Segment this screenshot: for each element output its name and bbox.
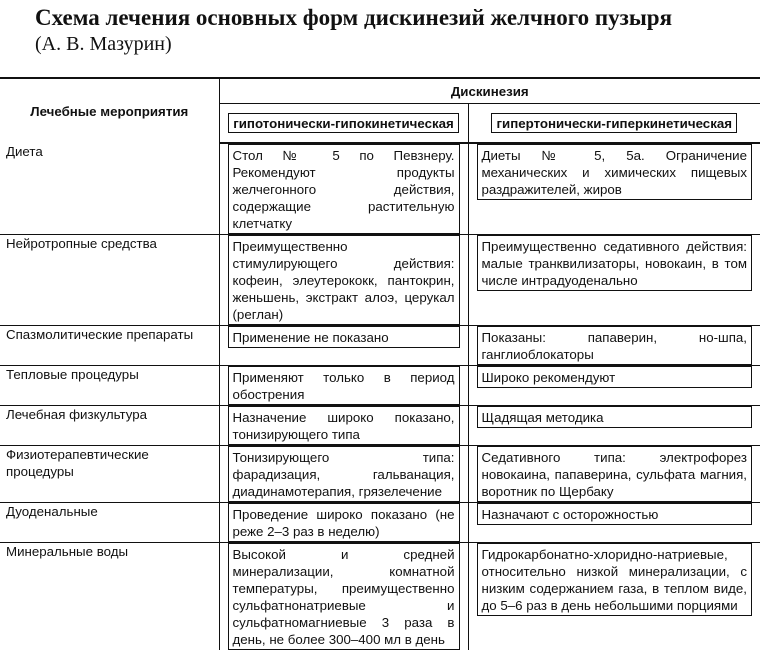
hypo-text: Высокой и средней минерализации, комнатной температуры, преимущественно сульфатнонатриевые и сульфатномагниевые 3 раза в день, не более 300–400 мл в день bbox=[228, 543, 460, 650]
measure-label: Физиотерапевтические процедуры bbox=[6, 446, 213, 480]
measure-cell bbox=[0, 446, 219, 503]
hypo-cell bbox=[219, 326, 468, 366]
hyper-text: Седативного типа: электрофорез новокаина, папаверина, сульфата магния, воротник по Щербаку bbox=[477, 446, 753, 502]
hypo-cell bbox=[219, 366, 468, 406]
hyper-text: Преимущественно седативного действия: малые транквилизаторы, новокаин, в том числе интрадуоденально bbox=[477, 235, 753, 291]
hypo-cell bbox=[219, 543, 468, 650]
hyper-cell bbox=[468, 446, 760, 503]
hyper-header-label: гипертонически-гиперкинетическая bbox=[491, 113, 737, 133]
measures-column-header bbox=[0, 78, 219, 143]
hypo-text: Применение не показано bbox=[228, 326, 460, 348]
author-line: (А. В. Мазурин) bbox=[35, 32, 172, 56]
hyper-cell bbox=[468, 543, 760, 650]
measure-label: Диета bbox=[6, 143, 213, 160]
measure-cell bbox=[0, 503, 219, 543]
hypo-header-label: гипотонически-гипокинетическая bbox=[228, 113, 459, 133]
hyper-cell bbox=[468, 503, 760, 543]
hyper-text: Диеты № 5, 5а. Ограничение механических и химических пищевых раздражителей, жиров bbox=[477, 144, 753, 200]
table-row bbox=[0, 406, 760, 446]
hypo-cell bbox=[219, 446, 468, 503]
hypo-text: Преимущественно стимулирующего действия: кофеин, элеутерококк, пантокрин, женьшень, экстракт алоэ, церукал (реглан) bbox=[228, 235, 460, 325]
table-row bbox=[0, 446, 760, 503]
hyper-cell bbox=[468, 235, 760, 326]
table-row bbox=[0, 503, 760, 543]
measure-label: Спазмолитические препараты bbox=[6, 326, 213, 343]
table-row bbox=[0, 235, 760, 326]
page-title: Схема лечения основных форм дискинезий желчного пузыря bbox=[35, 4, 672, 32]
hypo-cell bbox=[219, 143, 468, 235]
measure-cell bbox=[0, 543, 219, 650]
hypo-text: Проведение широко показано (не реже 2–3 раз в неделю) bbox=[228, 503, 460, 542]
measure-label: Нейротропные средства bbox=[6, 235, 213, 252]
table-row bbox=[0, 543, 760, 650]
hypo-text: Тонизирующего типа: фарадизация, гальванация, диадинамотерапия, грязелечение bbox=[228, 446, 460, 502]
hyper-text: Назначают с осторожностью bbox=[477, 503, 753, 525]
measures-header-label: Лечебные мероприятия bbox=[30, 104, 188, 119]
hypo-text: Назначение широко показано, тонизирующего типа bbox=[228, 406, 460, 445]
hypo-cell bbox=[219, 406, 468, 446]
hyper-text: Показаны: папаверин, но-шпа, ганглиоблокаторы bbox=[477, 326, 753, 365]
measure-label: Тепловые процедуры bbox=[6, 366, 213, 383]
hypo-cell bbox=[219, 235, 468, 326]
measure-cell bbox=[0, 406, 219, 446]
measure-label: Лечебная физкультура bbox=[6, 406, 213, 423]
hypo-text: Применяют только в период обострения bbox=[228, 366, 460, 405]
hypo-cell bbox=[219, 503, 468, 543]
measure-label: Дуоденальные bbox=[6, 503, 213, 520]
hypo-text: Стол № 5 по Певзнеру. Рекомендуют продукты желчегонного действия, содержащие растительную клетчатку bbox=[228, 144, 460, 234]
measure-cell bbox=[0, 235, 219, 326]
table-row bbox=[0, 326, 760, 366]
hyper-cell bbox=[468, 326, 760, 366]
hyper-text: Гидрокарбонатно-хлоридно-натриевые, относительно низкой минерализации, с низким содержанием газа, в теплом виде, до 5–6 раз в день небольшими порциями bbox=[477, 543, 753, 616]
hyper-cell bbox=[468, 366, 760, 406]
measure-label: Минеральные воды bbox=[6, 543, 213, 560]
hyper-cell bbox=[468, 143, 760, 235]
treatment-table bbox=[0, 77, 760, 650]
table-row bbox=[0, 143, 760, 235]
table-row bbox=[0, 366, 760, 406]
hyper-cell bbox=[468, 406, 760, 446]
measure-cell bbox=[0, 366, 219, 406]
dyskinesia-group-header: Дискинезия bbox=[219, 78, 760, 104]
measure-cell bbox=[0, 143, 219, 235]
hyper-text: Щадящая методика bbox=[477, 406, 753, 428]
hyper-text: Широко рекомендуют bbox=[477, 366, 753, 388]
hypo-column-header bbox=[219, 104, 468, 144]
measure-cell bbox=[0, 326, 219, 366]
hyper-column-header bbox=[468, 104, 760, 144]
